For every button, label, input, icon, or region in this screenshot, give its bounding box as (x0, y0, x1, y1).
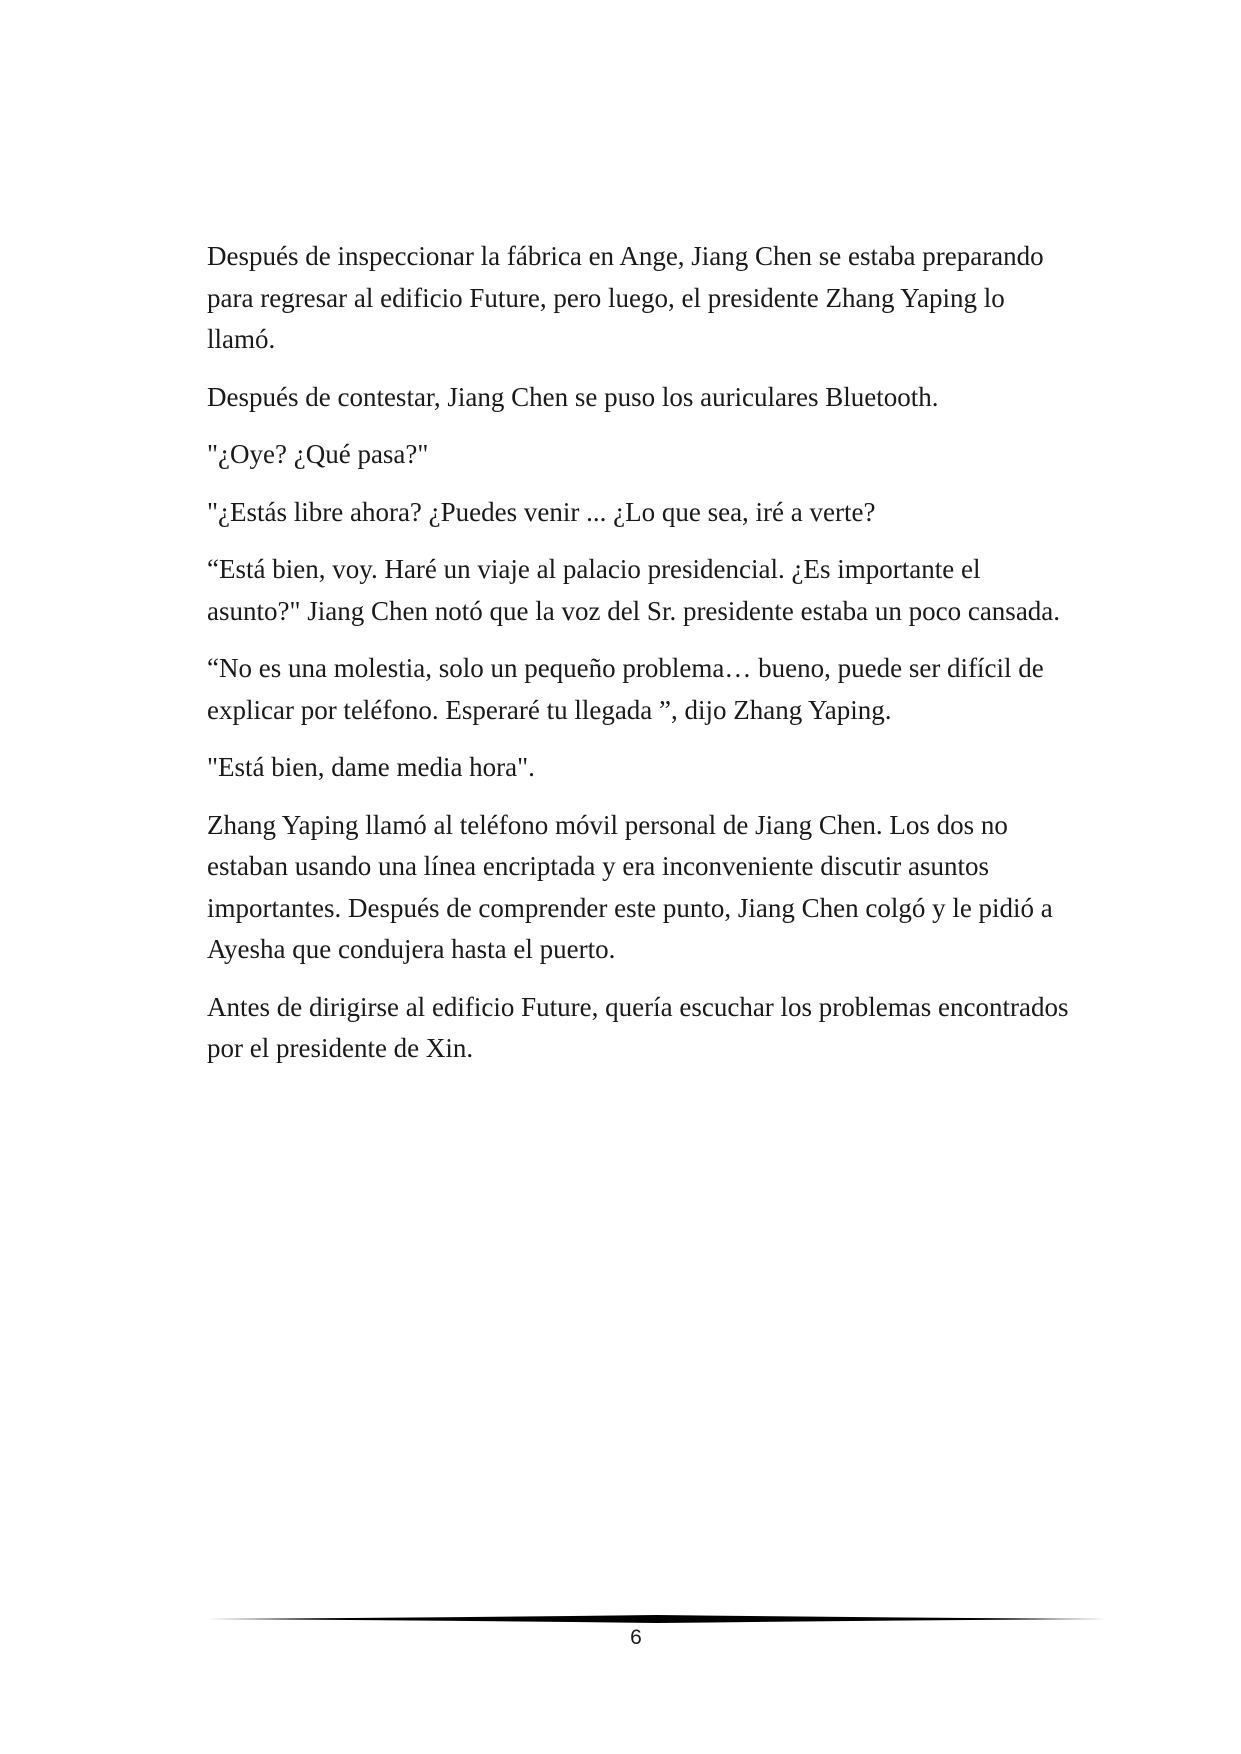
body-text (207, 236, 1077, 1086)
paragraph-2: Después de contestar, Jiang Chen se puso los auriculares Bluetooth. (207, 381, 939, 412)
paragraph-7: "Está bien, dame media hora". (207, 752, 535, 782)
page-number: 6 (630, 1626, 642, 1649)
paragraph-9: Antes de dirigirse al edificio Future, quería escuchar los problemas encontrados por el presidente de Xin. (207, 991, 1069, 1063)
paragraph-1: Después de inspeccionar la fábrica en Ange, Jiang Chen se estaba preparando para regresar al edificio Future, pero luego, el presidente Zhang Yaping lo llamó. (207, 241, 1044, 354)
paragraph-6: “No es una molestia, solo un pequeño problema… bueno, puede ser difícil de explicar por teléfono. Esperaré tu llegada ”, dijo Zhang Yaping. (207, 653, 1044, 725)
paragraph-8: Zhang Yaping llamó al teléfono móvil personal de Jiang Chen. Los dos no estaban usando una línea encriptada y era inconveniente discutir asuntos importantes. Después de comprender este punto, Jiang Chen colgó y le pidió a Ayesha que condujera hasta el puerto. (207, 809, 1053, 964)
paragraph-4: "¿Estás libre ahora? ¿Puedes venir ... ¿Lo que sea, iré a verte? (207, 496, 876, 527)
paragraph-3: "¿Oye? ¿Qué pasa?" (207, 439, 429, 469)
paragraph-5: “Está bien, voy. Haré un viaje al palacio presidencial. ¿Es importante el asunto?" Jiang Chen notó que la voz del Sr. presidente estaba un poco cansada. (207, 554, 1061, 626)
footer-divider (207, 1612, 1107, 1626)
